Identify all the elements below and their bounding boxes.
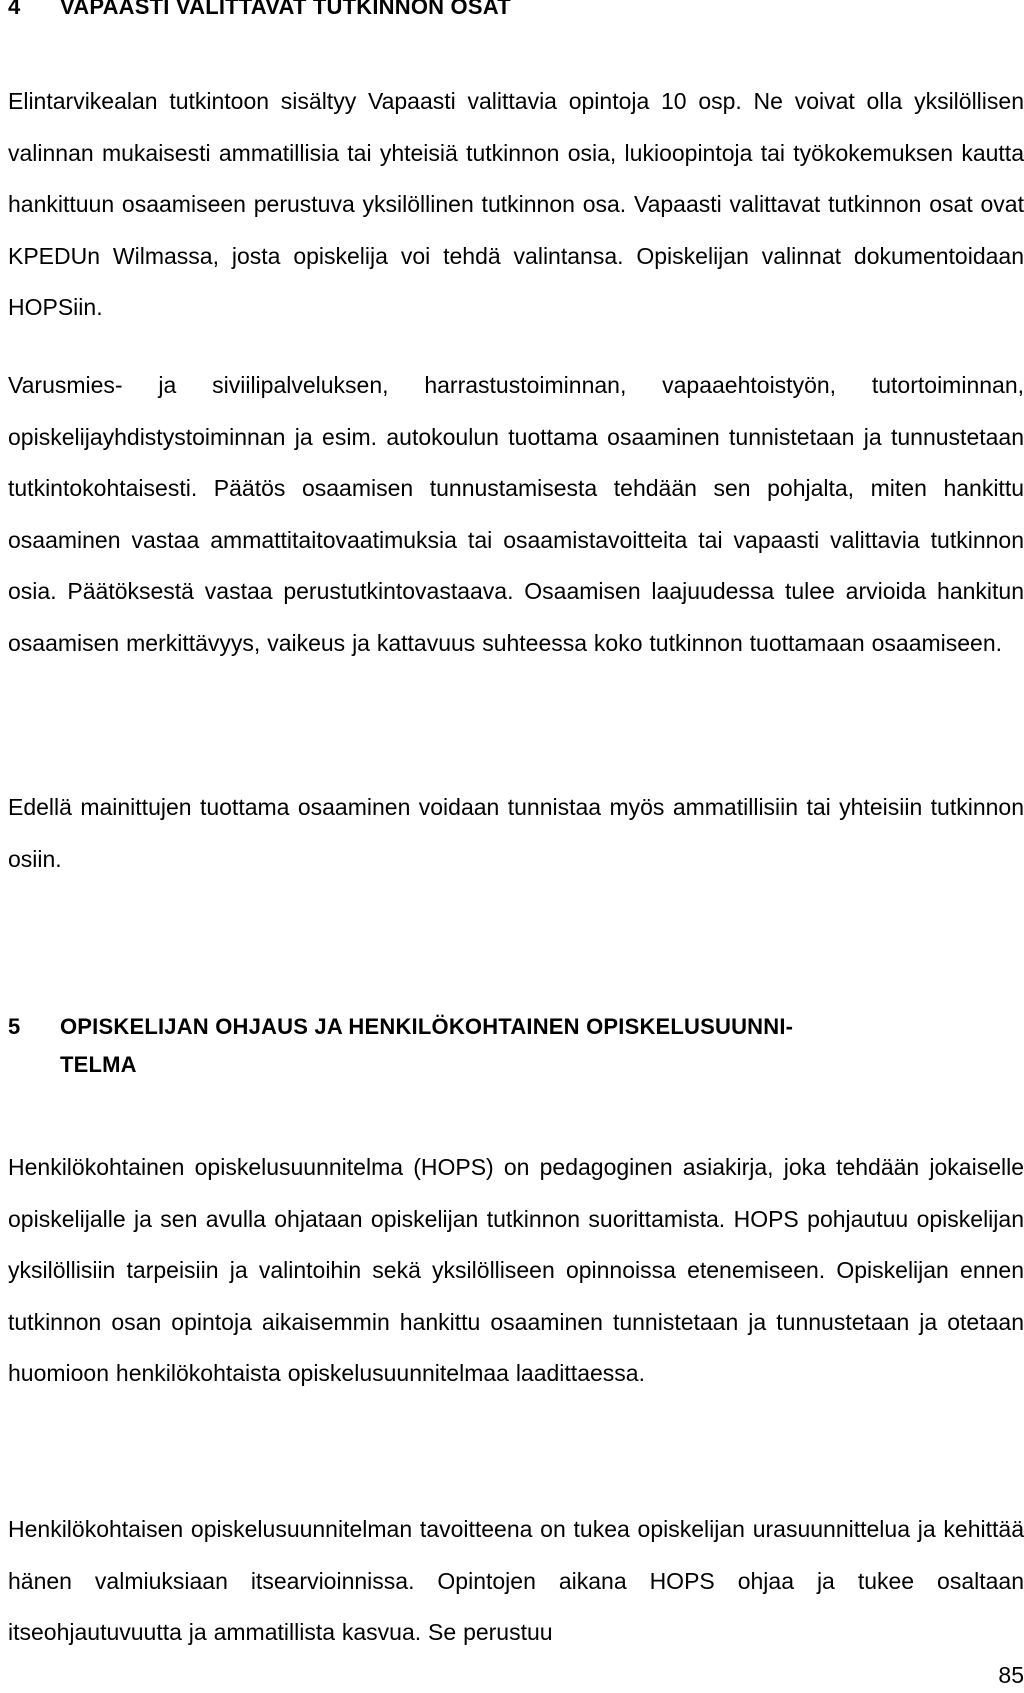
- section-title: VAPAASTI VALITTAVAT TUTKINNON OSAT: [60, 0, 511, 19]
- section-number: 5: [8, 1014, 21, 1039]
- paragraph: Henkilökohtainen opiskelusuunnitelma (HOPS) on pedagoginen asiakirja, joka tehdään jokaiselle opiskelijalle ja sen avulla ohjataan opiskelijan tutkinnon suorittamista. HOPS pohjautuu opiskelijan yksilöllisiin tarpeisiin ja valintoihin sekä yksilölliseen opinnoissa etenemiseen. Opiskelijan ennen tutkinnon osan opintoja aikaisemmin hankittu osaaminen tunnistetaan ja tunnustetaan ja otetaan huomioon henkilökohtaista opiskelusuunnitelmaa laadittaessa.: [8, 1154, 1024, 1386]
- paragraph: Edellä mainittujen tuottama osaaminen voidaan tunnistaa myös ammatillisiin tai yhteisiin tutkinnon osiin.: [8, 794, 1024, 872]
- section-number: 4: [8, 0, 21, 19]
- page-number: 85: [998, 1662, 1024, 1688]
- section-title: OPISKELIJAN OHJAUS JA HENKILÖKOHTAINEN OPISKELUSUUNNI-TELMA: [60, 1014, 794, 1077]
- paragraph: Henkilökohtaisen opiskelusuunnitelman tavoitteena on tukea opiskelijan urasuunnittelua ja kehittää hänen valmiuksiaan itsearvioinnissa. Opintojen aikana HOPS ohjaa ja tukee osaltaan itseohjautuvuutta ja ammatillista kasvua. Se perustuu: [8, 1516, 1024, 1645]
- paragraph: Elintarvikealan tutkintoon sisältyy Vapaasti valittavia opintoja 10 osp. Ne voivat olla yksilöllisen valinnan mukaisesti ammatillisia tai yhteisiä tutkinnon osia, lukioopintoja tai työkokemuksen kautta hankittuun osaamiseen perustuva yksilöllinen tutkinnon osa. Vapaasti valittavat tutkinnon osat ovat KPEDUn Wilmassa, josta opiskelija voi tehdä valintansa. Opiskelijan valinnat dokumentoidaan HOPSiin.: [8, 88, 1024, 320]
- paragraph: Varusmies- ja siviilipalveluksen, harrastustoiminnan, vapaaehtoistyön, tutortoiminnan, opiskelijayhdistystoiminnan ja esim. autokoulun tuottama osaaminen tunnistetaan ja tunnustetaan tutkintokohtaisesti. Päätös osaamisen tunnustamisesta tehdään sen pohjalta, miten hankittu osaaminen vastaa ammattitaitovaatimuksia tai osaamistavoitteita tai vapaasti valittavia tutkinnon osia. Päätöksestä vastaa perustutkintovastaava. Osaamisen laajuudessa tulee arvioida hankitun osaamisen merkittävyys, vaikeus ja kattavuus suhteessa koko tutkinnon tuottamaan osaamiseen.: [8, 372, 1024, 656]
- document-page: [8, 0, 1024, 1693]
